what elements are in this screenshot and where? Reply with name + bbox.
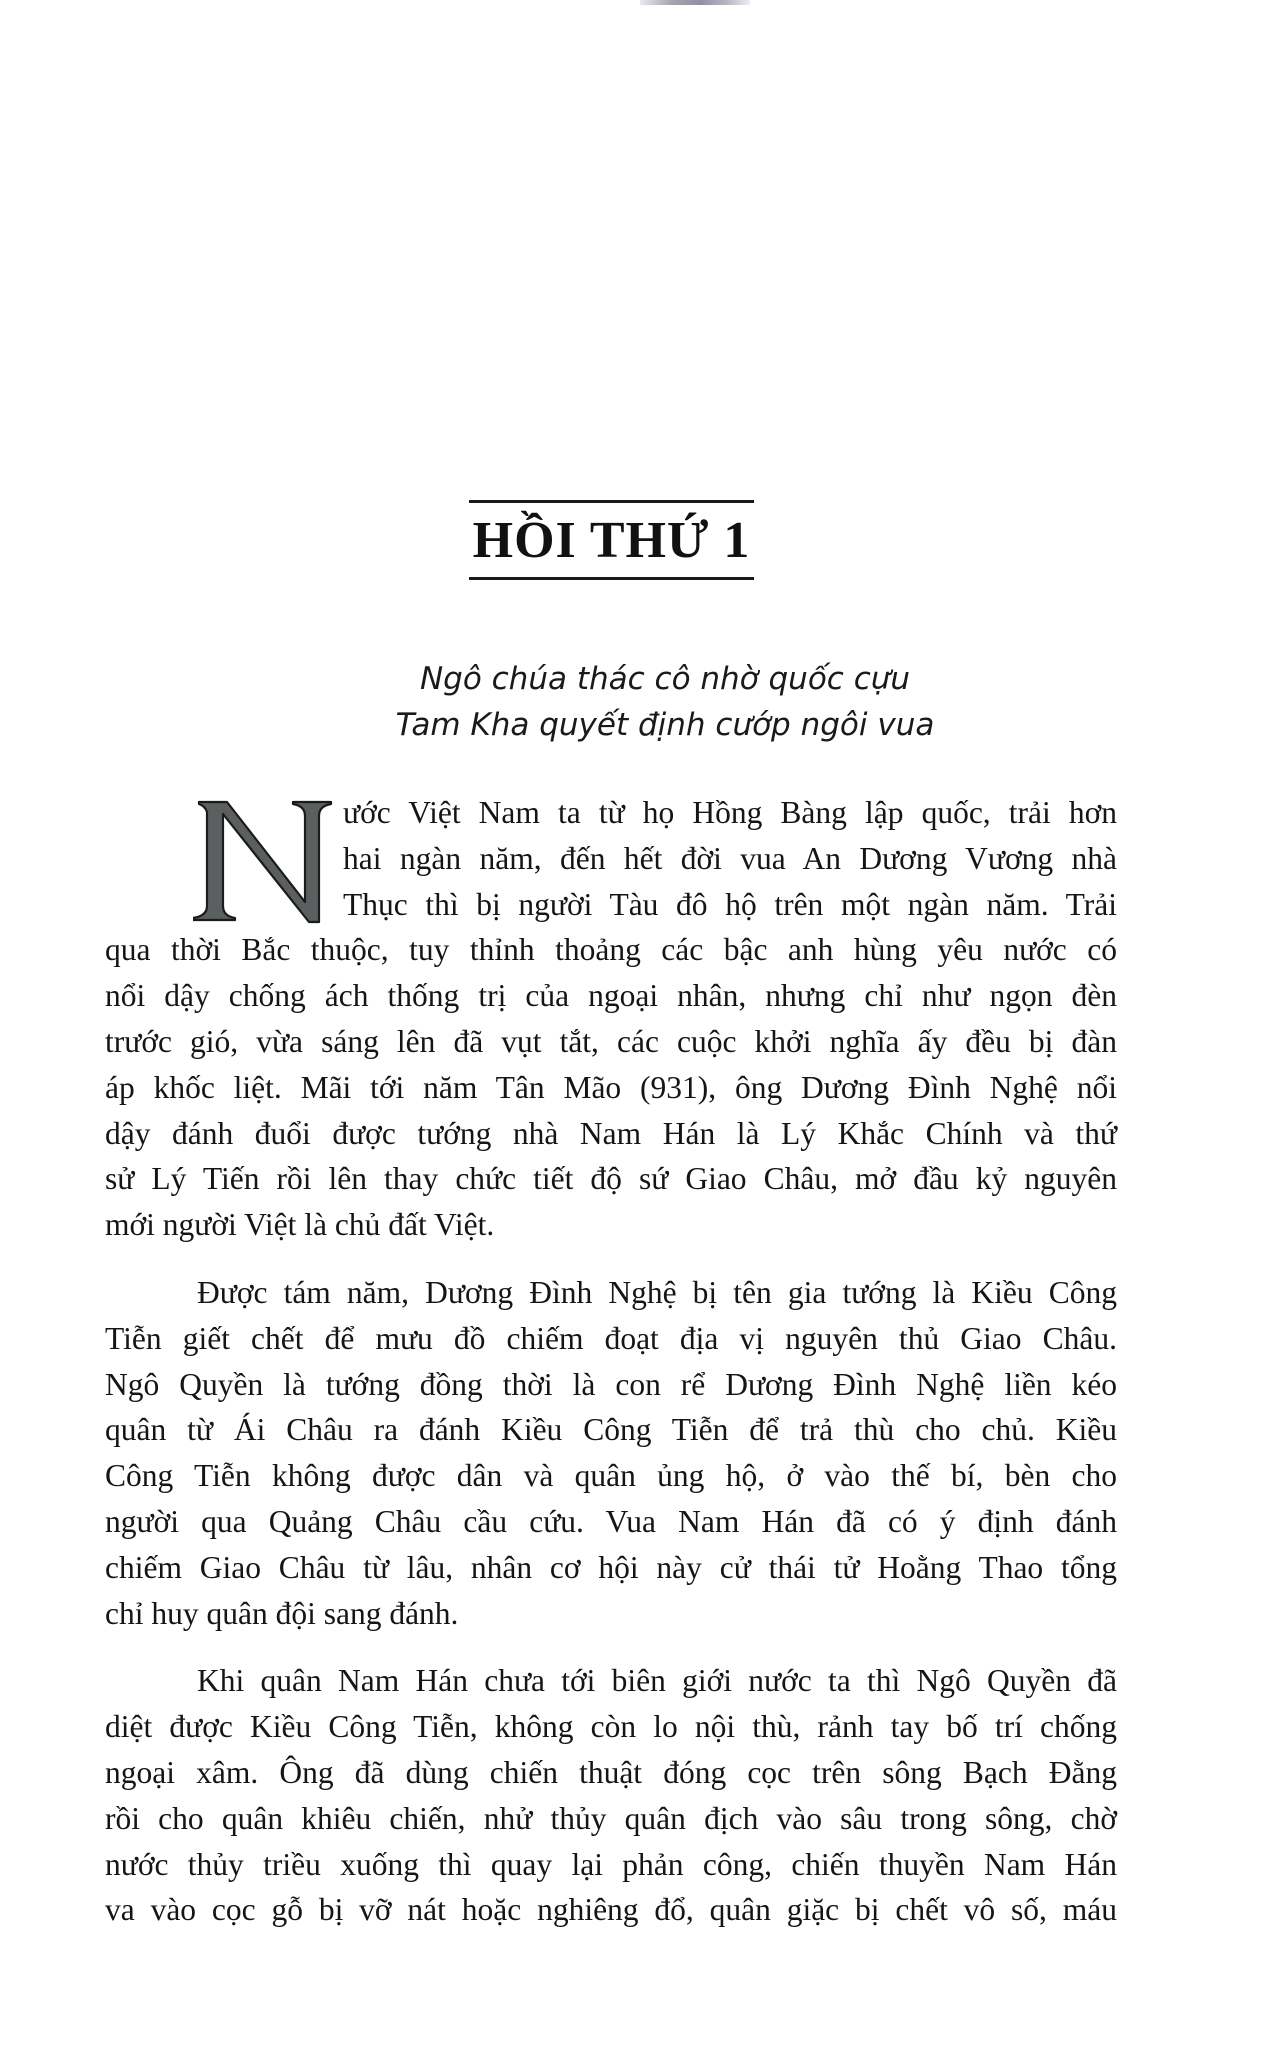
text-line: va vào cọc gỗ bị vỡ nát hoặc nghiêng đổ, quân giặc bị chết vô số, máu [105, 1892, 1117, 1928]
text-line: Công Tiễn không được dân và quân ủng hộ, ở vào thế bí, bèn cho [105, 1458, 1117, 1494]
chapter-subtitle [250, 656, 1080, 748]
heading-rule-bottom [469, 577, 754, 580]
text-line: hai ngàn năm, đến hết đời vua An Dương Vương nhà [343, 840, 1117, 876]
text-line: rồi cho quân khiêu chiến, nhử thủy quân địch vào sâu trong sông, chờ [105, 1800, 1117, 1836]
text-line: quân từ Ái Châu ra đánh Kiều Công Tiễn để trả thù cho chủ. Kiều [105, 1412, 1117, 1448]
paragraph-2 [105, 1270, 1117, 1636]
subtitle-line: Ngô chúa thác cô nhờ quốc cựu [419, 661, 911, 697]
text-line: Thục thì bị người Tàu đô hộ trên một ngàn năm. Trải [343, 886, 1117, 922]
text-line: Khi quân Nam Hán chưa tới biên giới nước ta thì Ngô Quyền đã [197, 1663, 1117, 1699]
text-line: diệt được Kiều Công Tiễn, không còn lo nội thù, rảnh tay bố trí chống [105, 1709, 1117, 1745]
text-line: trước gió, vừa sáng lên đã vụt tắt, các cuộc khởi nghĩa ấy đều bị đàn [105, 1023, 1117, 1059]
text-line: người qua Quảng Châu cầu cứu. Vua Nam Hán đã có ý định đánh [105, 1503, 1117, 1539]
paragraph-1 [105, 790, 1117, 1248]
text-line: mới người Việt là chủ đất Việt. [105, 1207, 495, 1243]
paragraph-3 [105, 1658, 1117, 1933]
text-line: nước thủy triều xuống thì quay lại phản công, chiến thuyền Nam Hán [105, 1846, 1117, 1882]
text-line: ước Việt Nam ta từ họ Hồng Bàng lập quốc, trải hơn [343, 795, 1117, 830]
text-line: Tiễn giết chết để mưu đồ chiếm đoạt địa vị nguyên thủ Giao Châu. [105, 1320, 1117, 1356]
heading-rule-top [469, 500, 754, 503]
page-edge-mark [640, 0, 750, 5]
text-line: Ngô Quyền là tướng đồng thời là con rể Dương Đình Nghệ liền kéo [105, 1366, 1117, 1402]
text-line: nổi dậy chống ách thống trị của ngoại nhân, nhưng chỉ như ngọn đèn [105, 978, 1117, 1014]
subtitle-line: Tam Kha quyết định cướp ngôi vua [395, 707, 935, 743]
text-line: Được tám năm, Dương Đình Nghệ bị tên gia tướng là Kiều Công [197, 1274, 1117, 1310]
chapter-heading [469, 500, 754, 580]
chapter-body [105, 790, 1117, 1933]
text-line: chiếm Giao Châu từ lâu, nhân cơ hội này cử thái tử Hoằng Thao tổng [105, 1549, 1117, 1585]
text-line: dậy đánh đuổi được tướng nhà Nam Hán là Lý Khắc Chính và thứ [105, 1115, 1117, 1151]
text-line: chỉ huy quân đội sang đánh. [105, 1595, 459, 1631]
text-line: sử Lý Tiến rồi lên thay chức tiết độ sứ Giao Châu, mở đầu kỷ nguyên [105, 1161, 1117, 1197]
text-line: áp khốc liệt. Mãi tới năm Tân Mão (931), ông Dương Đình Nghệ nổi [105, 1069, 1117, 1105]
drop-cap [193, 798, 333, 926]
text-line: ngoại xâm. Ông đã dùng chiến thuật đóng cọc trên sông Bạch Đằng [105, 1754, 1117, 1790]
text-line: qua thời Bắc thuộc, tuy thỉnh thoảng các bậc anh hùng yêu nước có [105, 932, 1117, 968]
chapter-title: HỒI THỨ 1 [472, 512, 751, 569]
drop-cap-n-glyph [193, 798, 333, 926]
